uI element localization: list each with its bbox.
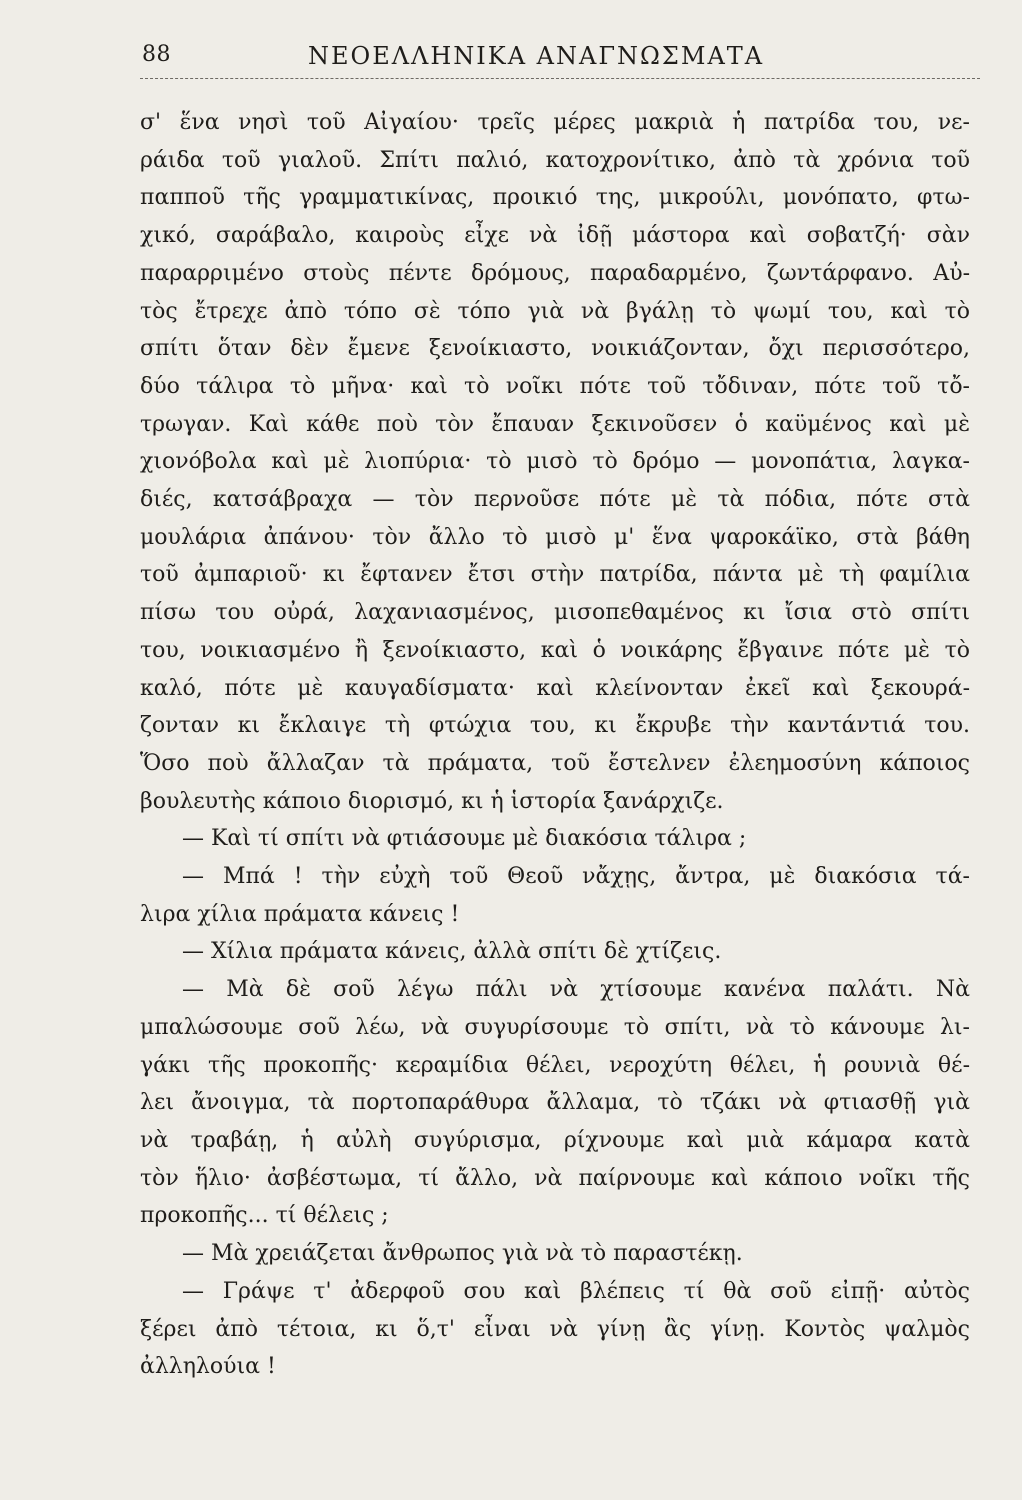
text-line: διές, κατσάβραχα — τὸν περνοῦσε πότε μὲ τὰ πόδια, πότε στὰ <box>140 487 970 513</box>
text-line: ξέρει ἀπὸ τέτοια, κι ὅ,τ' εἶναι νὰ γίνῃ ἂς γίνῃ. Κοντὸς ψαλμὸς <box>140 1316 970 1342</box>
text-line: τὸν ἥλιο· ἀσβέστωμα, τί ἄλλο, νὰ παίρνουμε καὶ κάποιο νοῖκι τῆς <box>140 1165 970 1191</box>
text-line: λιρα χίλια πράματα κάνεις ! <box>140 901 460 927</box>
text-line: πίσω του οὐρά, λαχανιασμένος, μισοπεθαμένος κι ἴσια στὸ σπίτι <box>140 600 970 626</box>
text-line: τοῦ ἀμπαριοῦ· κι ἔφτανεν ἔτσι στὴν πατρίδα, πάντα μὲ τὴ φαμίλια <box>140 562 970 588</box>
body-text <box>140 104 970 1386</box>
text-line: Ὅσο ποὺ ἄλλαζαν τὰ πράματα, τοῦ ἔστελνεν ἐλεημοσύνη κάποιος <box>140 750 970 776</box>
text-line: προκοπῆς... τί θέλεις ; <box>140 1203 389 1229</box>
text-line: καλό, πότε μὲ καυγαδίσματα· καὶ κλείνονταν ἐκεῖ καὶ ξεκουρά- <box>140 675 970 701</box>
text-line: ἀλληλούια ! <box>140 1354 276 1380</box>
text-line: παπποῦ τῆς γραμματικίνας, προικιό της, μικρούλι, μονόπατο, φτω- <box>140 185 970 211</box>
dialogue-line: — Χίλια πράματα κάνεις, ἀλλὰ σπίτι δὲ χτίζεις. <box>182 939 722 965</box>
text-line: βουλευτὴς κάποιο διορισμό, κι ἡ ἱστορία ξανάρχιζε. <box>140 788 724 814</box>
text-line: σπίτι ὅταν δὲν ἔμενε ξενοίκιαστο, νοικιάζονταν, ὄχι περισσότερο, <box>140 336 970 362</box>
text-line: μπαλώσουμε σοῦ λέω, νὰ συγυρίσουμε τὸ σπίτι, νὰ τὸ κάνουμε λι- <box>140 1014 970 1040</box>
running-title: ΝΕΟΕΛΛΗΝΙΚΑ ΑΝΑΓΝΩΣΜΑΤΑ <box>308 42 765 70</box>
text-line: νὰ τραβάῃ, ἡ αὐλὴ συγύρισμα, ρίχνουμε καὶ μιὰ κάμαρα κατὰ <box>140 1127 970 1153</box>
dialogue-line: — Μπά ! τὴν εὐχὴ τοῦ Θεοῦ νἄχῃς, ἄντρα, μὲ διακόσια τά- <box>182 864 970 890</box>
text-line: σ' ἕνα νησὶ τοῦ Αἰγαίου· τρεῖς μέρες μακριὰ ἡ πατρίδα του, νε- <box>140 110 970 135</box>
dialogue-line: — Γράψε τ' ἀδερφοῦ σου καὶ βλέπεις τί θὰ σοῦ εἰπῇ· αὐτὸς <box>182 1278 970 1304</box>
text-line: τὸς ἔτρεχε ἀπὸ τόπο σὲ τόπο γιὰ νὰ βγάλῃ τὸ ψωμί του, καὶ τὸ <box>140 298 970 324</box>
text-line: μουλάρια ἀπάνου· τὸν ἄλλο τὸ μισὸ μ' ἕνα ψαροκάϊκο, στὰ βάθη <box>140 524 970 550</box>
text-line: τρωγαν. Καὶ κάθε ποὺ τὸν ἔπαυαν ξεκινοῦσεν ὁ καϋμένος καὶ μὲ <box>140 411 970 437</box>
page-number: 88 <box>142 42 171 67</box>
text-line: δύο τάλιρα τὸ μῆνα· καὶ τὸ νοῖκι πότε τοῦ τὄδιναν, πότε τοῦ τὄ- <box>140 373 970 399</box>
text-line: παραρριμένο στοὺς πέντε δρόμους, παραδαρμένο, ζωντάρφανο. Αὐ- <box>140 260 970 286</box>
dialogue-line: — Μὰ δὲ σοῦ λέγω πάλι νὰ χτίσουμε κανένα παλάτι. Νὰ <box>182 977 970 1003</box>
text-line: χικό, σαράβαλο, καιροὺς εἶχε νὰ ἰδῇ μάστορα καὶ σοβατζή· σὰν <box>140 223 970 249</box>
text-line: γάκι τῆς προκοπῆς· κεραμίδια θέλει, νεροχύτη θέλει, ἡ ρουνιὰ θέ- <box>140 1052 970 1078</box>
text-line: του, νοικιασμένο ἢ ξενοίκιαστο, καὶ ὁ νοικάρης ἔβγαινε πότε μὲ τὸ <box>140 637 970 663</box>
text-line: ράιδα τοῦ γιαλοῦ. Σπίτι παλιό, κατοχρονίτικο, ἀπὸ τὰ χρόνια τοῦ <box>140 147 970 173</box>
page-header <box>140 40 980 76</box>
text-line: λει ἄνοιγμα, τὰ πορτοπαράθυρα ἄλλαμα, τὸ τζάκι νὰ φτιασθῇ γιὰ <box>140 1090 970 1116</box>
header-rule <box>140 78 980 79</box>
dialogue-line: — Μὰ χρειάζεται ἄνθρωπος γιὰ νὰ τὸ παραστέκῃ. <box>182 1241 743 1267</box>
text-line: χιονόβολα καὶ μὲ λιοπύρια· τὸ μισὸ τὸ δρόμο — μονοπάτια, λαγκα- <box>140 449 970 475</box>
dialogue-line: — Καὶ τί σπίτι νὰ φτιάσουμε μὲ διακόσια τάλιρα ; <box>182 826 747 852</box>
text-line: ζονταν κι ἔκλαιγε τὴ φτώχια του, κι ἔκρυβε τὴν καντάντιά του. <box>140 713 970 739</box>
